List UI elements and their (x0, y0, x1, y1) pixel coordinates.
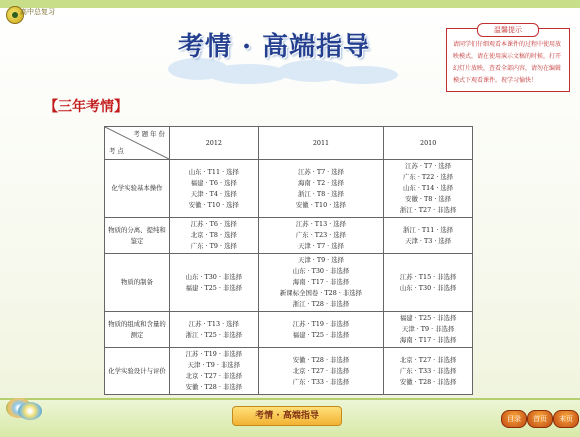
table-row (105, 218, 473, 254)
page-title: 考情 · 高端指导 (178, 32, 371, 62)
exam-item: 江苏 · T7 · 选择 (297, 167, 345, 176)
topic-label: 化学实验基本操作 (105, 160, 170, 218)
table-row (105, 348, 473, 395)
exam-cell-2012 (170, 348, 259, 395)
exam-item: 广东 · T22 · 选择 (403, 173, 454, 181)
exam-cell-2012 (170, 254, 259, 312)
table-row (105, 312, 473, 348)
corner-bottom-label: 考 点 (109, 147, 124, 155)
exam-item: 海南 · T17 · 非选择 (292, 278, 350, 286)
exam-item: 浙江 · T11 · 选择 (403, 225, 454, 234)
exam-item: 北京 · T27 · 非选择 (399, 355, 457, 364)
exam-item: 北京 · T8 · 选择 (190, 231, 237, 239)
table-corner-cell (105, 127, 170, 160)
exam-item: 安徽 · T8 · 选择 (405, 195, 452, 203)
exam-cell-2010 (384, 254, 473, 312)
exam-item: 福建 · T25 · 非选择 (185, 283, 243, 292)
exam-item: 天津 · T9 · 选择 (297, 256, 345, 264)
tip-heading: 温馨提示 (477, 23, 539, 37)
exam-item: 天津 · T3 · 选择 (405, 236, 452, 245)
exam-item: 江苏 · T19 · 非选择 (185, 350, 243, 358)
nav-last-page-button[interactable]: 末页 (553, 410, 579, 428)
topic-label: 物质的分离、提纯和鉴定 (105, 218, 170, 254)
exam-item: 江苏 · T6 · 选择 (190, 220, 237, 228)
exam-item: 福建 · T6 · 选择 (190, 178, 237, 187)
cd-icon (4, 392, 44, 424)
exam-item: 海南 · T2 · 选择 (297, 178, 345, 187)
exam-item: 山东 · T30 · 非选择 (185, 272, 243, 281)
exam-item: 广东 · T23 · 选择 (295, 231, 347, 239)
exam-item: 广东 · T33 · 非选择 (292, 377, 350, 386)
year-header: 2012 (170, 127, 259, 160)
exam-item: 天津 · T9 · 非选择 (187, 361, 241, 369)
exam-item: 安徽 · T28 · 非选择 (185, 383, 243, 391)
logo (6, 4, 55, 24)
table-row (105, 254, 473, 312)
footer-section-button[interactable]: 考情 · 高端指导 (232, 406, 342, 426)
topic-label: 物质的组成和含量的测定 (105, 312, 170, 348)
exam-cell-2011 (258, 312, 384, 348)
exam-item: 天津 · T4 · 选择 (190, 189, 237, 198)
corner-top-label: 考 题 年 份 (133, 130, 165, 138)
year-header: 2010 (384, 127, 473, 160)
section-title: 【三年考情】 (44, 99, 128, 115)
exam-item: 安徽 · T10 · 选择 (295, 200, 347, 209)
exam-item: 浙江 · T25 · 非选择 (185, 330, 243, 339)
exam-item: 山东 · T30 · 非选择 (292, 267, 350, 275)
tip-body: 请同学们仔细观看本课件的过程中使用放映模式，请在使用演示文稿的时候，打开幻灯片放映，查看全部内容，请勿在编辑模式下观看课件。祝学习愉快！ (453, 41, 562, 84)
topic-label: 化学实验设计与评价 (105, 348, 170, 395)
exam-item: 山东 · T11 · 选择 (188, 167, 239, 176)
exam-item: 北京 · T27 · 非选择 (185, 372, 243, 380)
exam-cell-2011 (258, 254, 384, 312)
exam-item: 浙江 · T28 · 非选择 (292, 300, 350, 308)
exam-cell-2011 (258, 218, 384, 254)
exam-cell-2010 (384, 312, 473, 348)
exam-item: 北京 · T27 · 非选择 (292, 366, 350, 375)
exam-cell-2012 (170, 160, 259, 218)
table-row (105, 160, 473, 218)
exam-item: 江苏 · T7 · 选择 (405, 162, 452, 170)
exam-item: 安徽 · T28 · 非选择 (292, 355, 350, 364)
nav-first-page-button[interactable]: 首页 (527, 410, 553, 428)
exam-cell-2012 (170, 312, 259, 348)
exam-item: 江苏 · T19 · 非选择 (292, 319, 350, 328)
exam-item: 新课标全国卷 · T28 · 非选择 (279, 289, 363, 297)
tip-box (446, 28, 570, 92)
exam-item: 江苏 · T13 · 选择 (295, 220, 347, 228)
exam-item: 广东 · T33 · 非选择 (399, 366, 457, 375)
exam-item: 浙江 · T27 · 非选择 (399, 206, 457, 214)
exam-cell-2010 (384, 218, 473, 254)
exam-item: 天津 · T7 · 选择 (297, 242, 345, 250)
exam-cell-2012 (170, 218, 259, 254)
exam-table (104, 126, 473, 395)
exam-item: 海南 · T17 · 非选择 (399, 336, 457, 344)
exam-item: 福建 · T25 · 非选择 (399, 314, 457, 322)
exam-item: 山东 · T30 · 非选择 (399, 283, 457, 292)
exam-item: 浙江 · T8 · 选择 (297, 189, 345, 198)
exam-item: 江苏 · T15 · 非选择 (399, 272, 457, 281)
exam-item: 福建 · T25 · 非选择 (292, 330, 350, 339)
exam-cell-2011 (258, 348, 384, 395)
year-header: 2011 (258, 127, 384, 160)
exam-cell-2010 (384, 160, 473, 218)
exam-item: 江苏 · T13 · 选择 (188, 319, 239, 328)
exam-cell-2010 (384, 348, 473, 395)
exam-cell-2011 (258, 160, 384, 218)
exam-item: 安徽 · T28 · 非选择 (399, 377, 457, 386)
exam-item: 天津 · T9 · 非选择 (401, 325, 455, 333)
exam-item: 山东 · T14 · 选择 (403, 184, 454, 192)
topic-label: 物质的制备 (105, 254, 170, 312)
nav-contents-button[interactable]: 目录 (501, 410, 527, 428)
logo-text: 高中总复习 (20, 8, 55, 16)
footer-line (0, 398, 580, 400)
exam-item: 广东 · T9 · 选择 (190, 242, 237, 250)
exam-item: 安徽 · T10 · 选择 (188, 200, 239, 209)
top-bar (0, 0, 580, 8)
